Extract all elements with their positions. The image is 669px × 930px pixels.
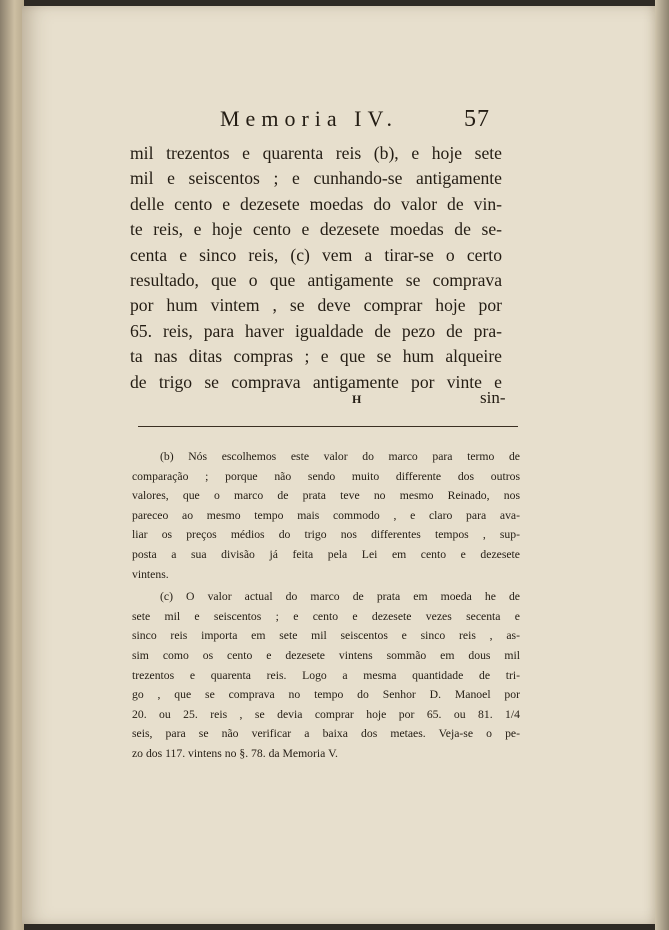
footnote-line: pareceo ao mesmo tempo mais commodo , e claro para ava- (132, 508, 520, 522)
footnote-c (132, 587, 520, 763)
footnote-line: go , que se comprava no tempo do Senhor D. Manoel por (132, 688, 520, 702)
footnote-line: (c) O valor actual do marco de prata em moeda he de (160, 590, 520, 604)
footnote-line: vintens. (132, 567, 169, 581)
footnote-line: seis, para se não verificar a baixa dos metaes. Veja-se o pe- (132, 727, 520, 741)
footnote-line: valores, que o marco de prata teve no mesmo Reinado, nos (132, 489, 520, 503)
text-line: centa e sinco reis, (c) vem a tirar-se o certo (130, 244, 502, 265)
footnote-line: 20. ou 25. reis , se devia comprar hoje por 65. ou 81. 1/4 (132, 707, 520, 721)
footnote-line: liar os preços médios do trigo nos differentes tempos , sup- (132, 528, 520, 542)
footnote-line: zo dos 117. vintens no §. 78. da Memoria V. (132, 746, 338, 760)
text-line: ta nas ditas compras ; e que se hum alqueire (130, 346, 502, 367)
text-line: delle cento e dezesete moedas do valor de vin- (130, 193, 502, 214)
page-number: 57 (464, 106, 490, 132)
footnotes (132, 447, 520, 767)
text-line: 65. reis, para haver igualdade de pezo de pra- (130, 320, 502, 341)
footnote-line: sinco reis importa em sete mil seiscentos e sinco reis , as- (132, 629, 520, 643)
catchword: sin- (480, 388, 506, 407)
footnote-line: (b) Nós escolhemos este valor do marco para termo de (160, 450, 520, 463)
book-page (22, 6, 655, 924)
footnote-line: comparação ; porque não sendo muito differente dos outros (132, 469, 520, 483)
footnote-rule (138, 426, 518, 427)
footnote-line: sim como os cento e dezesete vintens sommão em dous mil (132, 648, 520, 662)
text-line: resultado, que o que antigamente se comprava (130, 269, 502, 290)
page-edge-right (655, 0, 669, 930)
footnote-b (132, 447, 520, 584)
footnote-line: sete mil e seiscentos ; e cento e dezesete vezes secenta e (132, 609, 520, 623)
main-text (130, 141, 502, 395)
text-line: mil e seiscentos ; e cunhando-se antigamente (130, 168, 502, 189)
signature-mark: H (352, 392, 362, 406)
footnote-line: posta a sua divisão já feita pela Lei em cento e dezesete (132, 547, 520, 561)
text-line: mil trezentos e quarenta reis (b), e hoje sete (130, 143, 502, 163)
facing-page-edge (0, 0, 24, 930)
text-line: de trigo se comprava antigamente por vinte e (130, 371, 502, 392)
footnote-line: trezentos e quarenta reis. Logo a mesma quantidade de tri- (132, 668, 520, 682)
text-line: por hum vintem , se deve comprar hoje por (130, 295, 502, 316)
running-head-title: Memoria IV. (220, 106, 399, 131)
running-head (220, 106, 520, 136)
text-line: te reis, e hoje cento e dezesete moedas de se- (130, 219, 502, 240)
